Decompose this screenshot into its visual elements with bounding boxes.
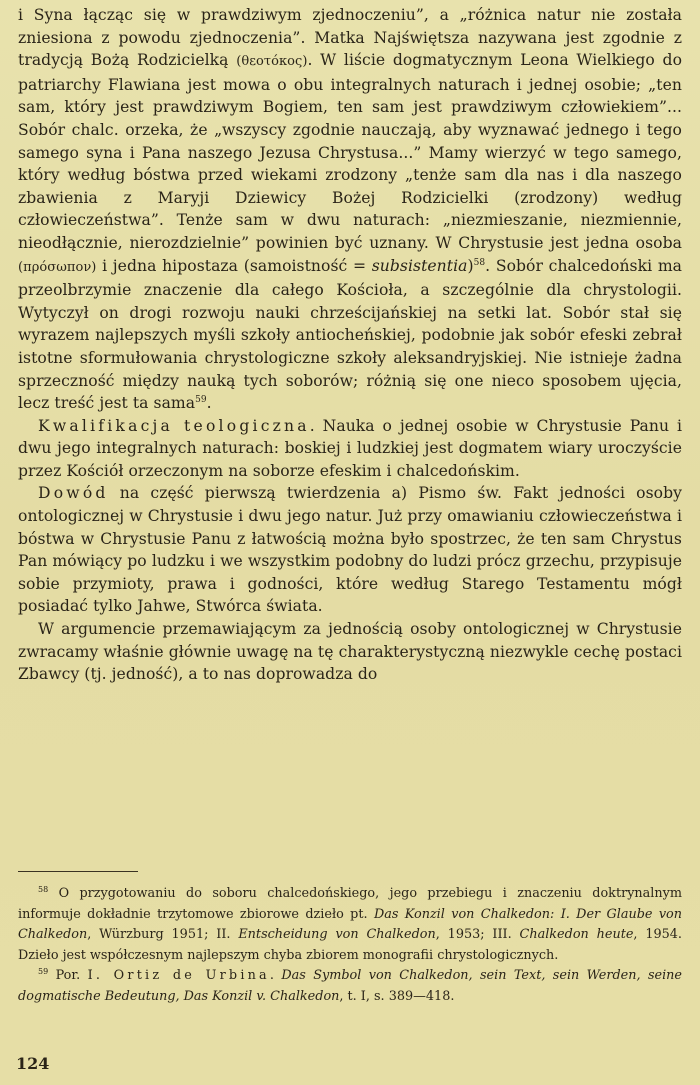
greek-term-prosopon: (πρόσωπον)	[18, 259, 97, 275]
footnote-58: $^{58}$ O przygotowaniu do soboru chalcedońskiego, jego przebiegu i znaczeniu doktrynalnym informuje dokładnie trzytomowe zbiorowe dzieło pt. Das Konzil von Chalkedon: I. Der Glaube von Chalkedon, Würzburg 1951; II. Entscheidung von Chalkedon, 1953; III. Chalkedon heute, 1954. Dzieło jest współczesnym najlepszym chyba zbiorem monografii chrystologicznych.	[18, 885, 683, 963]
footnote-ref-59[interactable]: 59	[195, 395, 207, 406]
latin-term-subsistentia: subsistentia	[371, 256, 468, 275]
main-text	[18, 4, 682, 686]
greek-term-theotokos: (θεοτόκος)	[236, 54, 308, 70]
paragraph-proof: Dowód na część pierwszą twierdzenia a) Pismo św. Fakt jedności osoby ontologicznej w Chrystusie i dwu jego natur. Już przy omawianiu człowieczeństwa i bóstwa w Chrystusie Panu z łatwością można było spostrzec, że ten sam Chrystus Pan mówiący po ludzku i we wszystkim podobny do ludzi prócz grzechu, przypisuje sobie przymioty, prawa i godności, które według Starego Testamentu mógł posiadać tylko Jahwe, Stwórca świata.	[18, 484, 682, 616]
page-number: 124	[16, 1054, 50, 1073]
footnote-author: I. Ortiz de Urbina	[87, 968, 270, 983]
paragraph-chalcedon-doctrine: i Syna łącząc się w prawdziwym zjednoczeniu”, a „różnica natur nie została zniesiona z powodu zjednoczenia”. Matka Najświętsza nazywana jest zgodnie z tradycją Bożą Rodzicielką (θεοτόκος). W liście dogmatycznym Leona Wielkiego do patriarchy Flawiana jest mowa o obu integralnych naturach i jednej osobie; „ten sam, który jest prawdziwym Bogiem, ten sam jest prawdziwym człowiekiem”... Sobór chalc. orzeka, że „wszyscy zgodnie nauczają, aby wyznawać jednego i tego samego syna i Pana naszego Jezusa Chrystusa...” Mamy wierzyć w tego samego, który według bóstwa przed wiekami zrodzony „tenże sam dla nas i dla naszego zbawienia z Maryji Dziewicy Bożej Rodzicielki (zrodzony) według człowieczeństwa”. Tenże sam w dwu naturach: „niezmieszanie, niezmiennie, nieodłącznie, nierozdzielnie” powinien być uznany. W Chrystusie jest jedna osoba (πρόσωπον) i jedna hipostaza (samoistność = subsistentia)$^{58}$. Sobór chalcedoński ma przeolbrzymie znaczenie dla całego Kościoła, a szczególnie dla chrystologii. Wytyczył on drogi rozwoju nauki chrześcijańskiej na setki lat. Sobór stał się wyrazem najlepszych myśli szkoły antiocheńskiej, podobnie jak sobór efeski zebrał istotne sformułowania chrystologiczne szkoły aleksandryjskiej. Nie istnieje żadna sprzeczność między nauką tych soborów; różnią się one nieco sposobem ujęcia, lecz treść jest ta sama$^{59}$.	[18, 6, 683, 413]
footnotes	[18, 884, 682, 1007]
paragraph-argument: W argumencie przemawiającym za jednością osoby ontologicznej w Chrystusie zwracamy właśnie głównie uwagę na tę charakterystyczną niezwykle cechę postaci Zbawcy (tj. jedność), a to nas doprowadza do	[18, 620, 682, 684]
footnote-59: $^{59}$ Por. I. Ortiz de Urbina. Das Symbol von Chalkedon, sein Text, sein Werden, seine dogmatische Bedeutung, Das Konzil v. Chalkedon, t. I, s. 389—418.	[18, 967, 682, 1004]
footnote-divider	[18, 871, 138, 872]
footnote-ref-58[interactable]: 58	[473, 257, 486, 268]
paragraph-theological-qualification: Kwalifikacja teologiczna. Nauka o jednej osobie w Chrystusie Panu i dwu jego integralnych naturach: boskiej i ludzkiej jest dogmatem wiary uroczyście przez Kościół orzeczonym na soborze efeskim i chalcedońskim.	[18, 416, 682, 480]
